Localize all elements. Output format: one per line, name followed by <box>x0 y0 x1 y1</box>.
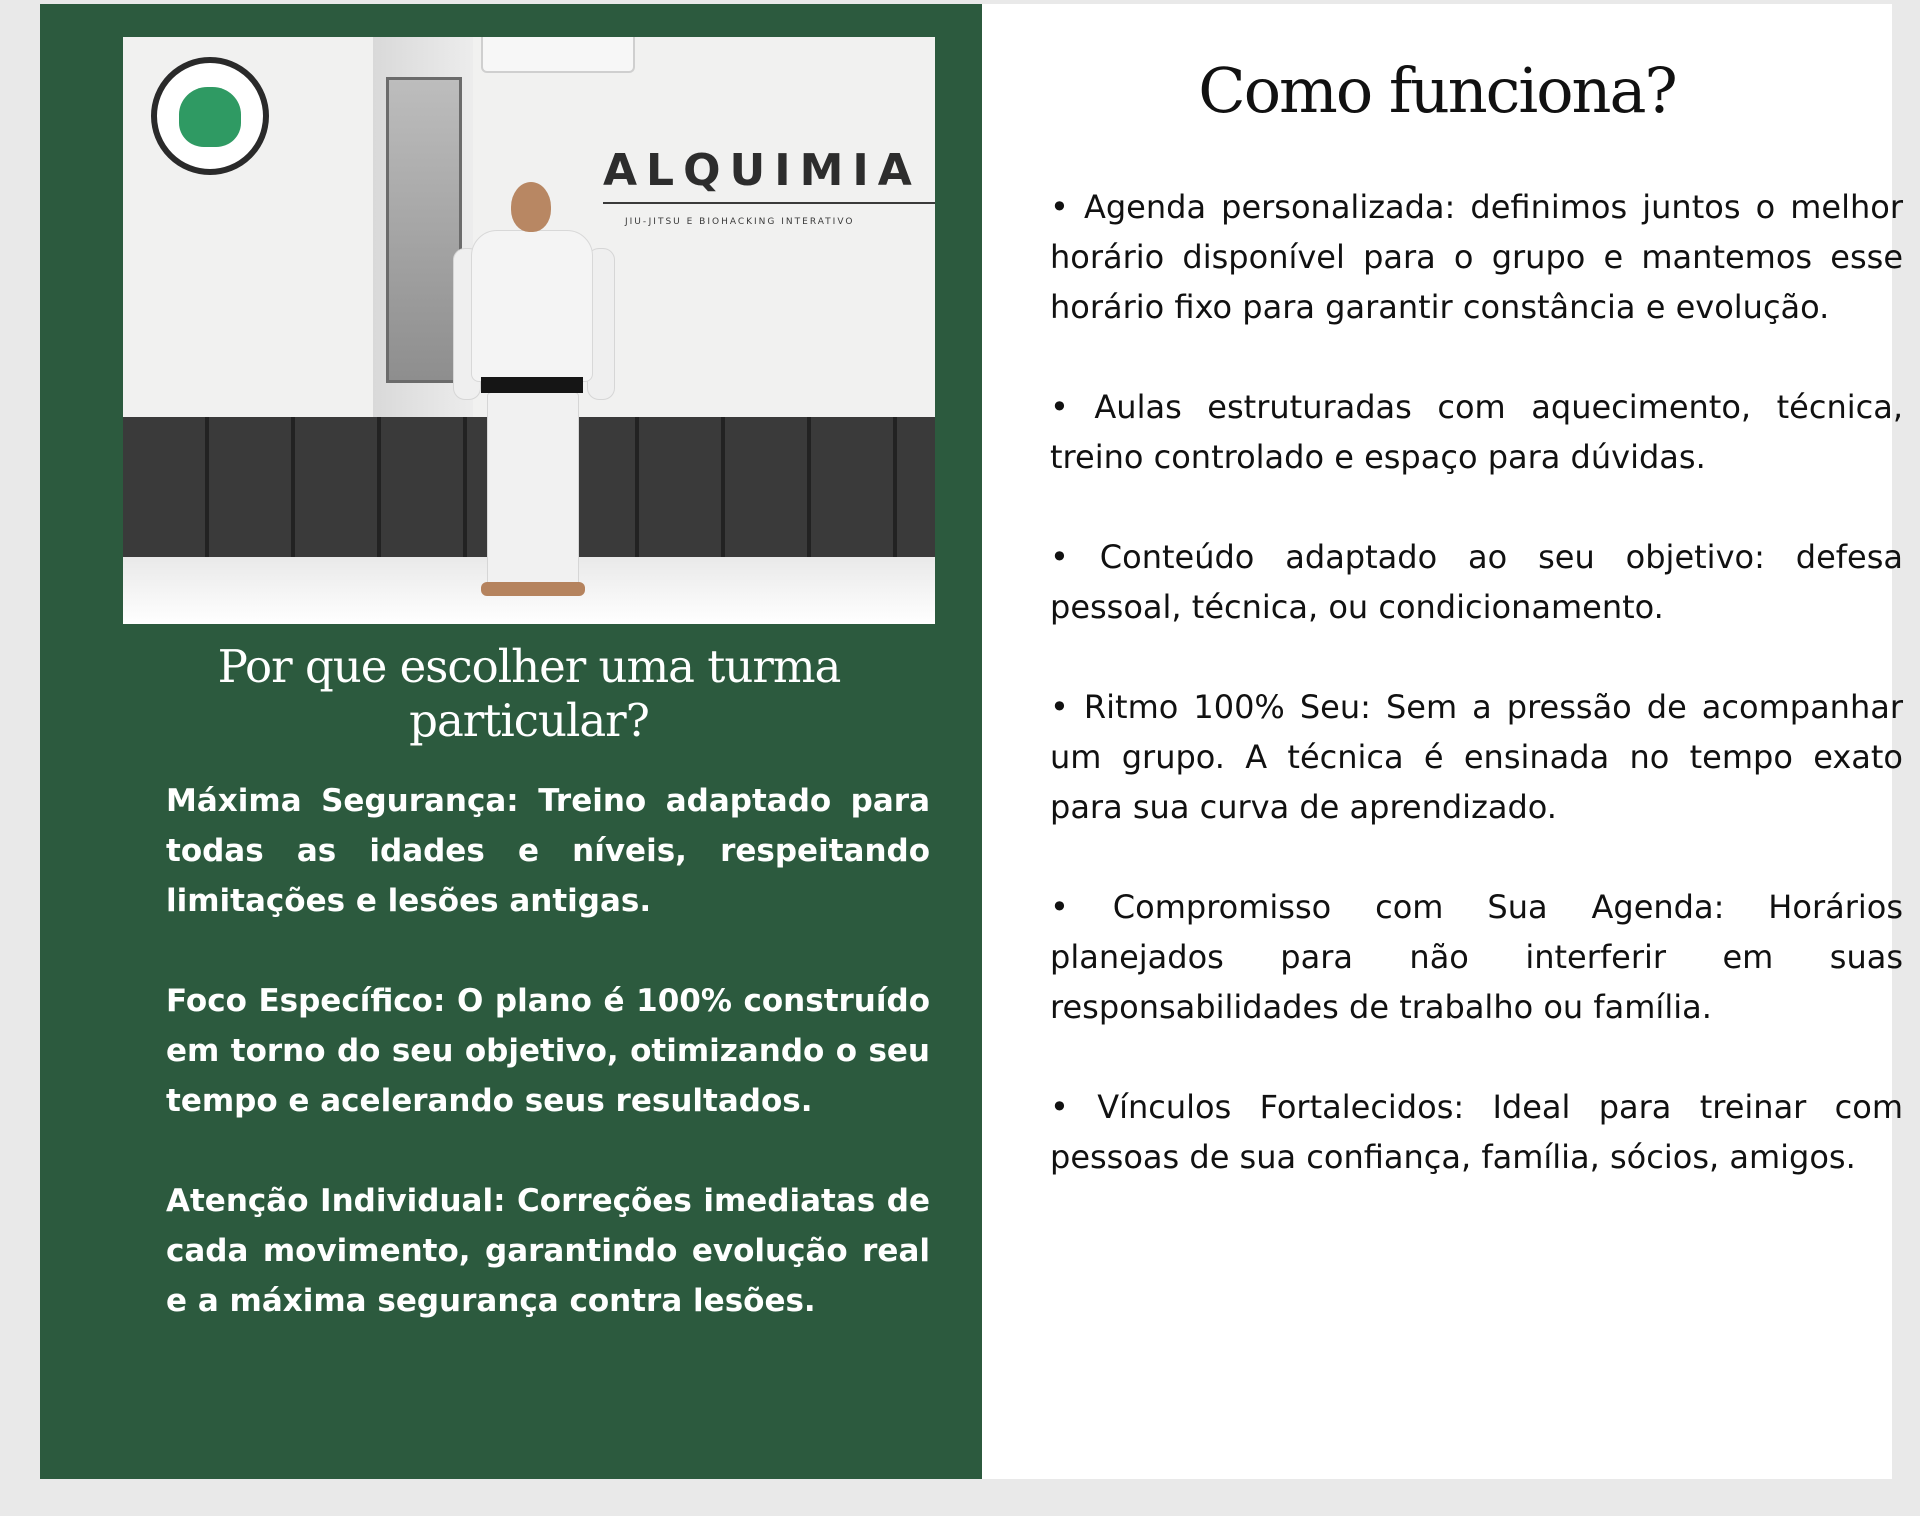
left-panel <box>40 4 982 1479</box>
window <box>386 77 462 383</box>
instructor-photo <box>123 37 935 624</box>
list-item: • Aulas estruturadas com aquecimento, técnica, treino controlado e espaço para dúvidas. <box>1050 388 1903 476</box>
academy-seal-logo <box>151 57 269 175</box>
black-belt <box>481 377 583 393</box>
list-item: • Compromisso com Sua Agenda: Horários planejados para não interferir em suas responsabilidades de trabalho ou família. <box>1050 888 1903 1026</box>
list-item: • Vínculos Fortalecidos: Ideal para treinar com pessoas de sua confiança, família, sócios, amigos. <box>1050 1088 1903 1176</box>
air-conditioner <box>481 37 635 73</box>
benefit-paragraph: Máxima Segurança: Treino adaptado para todas as idades e níveis, respeitando limitações e lesões antigas. <box>166 783 930 919</box>
how-it-works-list <box>1050 182 1903 1232</box>
benefits-text <box>166 776 930 1376</box>
flyer-page <box>40 4 1903 1479</box>
list-item: • Ritmo 100% Seu: Sem a pressão de acompanhar um grupo. A técnica é ensinada no tempo exato para sua curva de aprendizado. <box>1050 688 1903 826</box>
brand-sign: ALQUIMIA <box>603 145 935 204</box>
benefit-paragraph: Foco Específico: O plano é 100% construído em torno do seu objetivo, otimizando o seu tempo e acelerando seus resultados. <box>166 983 930 1119</box>
list-item: • Agenda personalizada: definimos juntos o melhor horário disponível para o grupo e mantemos esse horário fixo para garantir constância e evolução. <box>1050 188 1903 326</box>
instructor-figure <box>453 182 613 612</box>
list-item: • Conteúdo adaptado ao seu objetivo: defesa pessoal, técnica, ou condicionamento. <box>1050 538 1903 626</box>
brand-tagline: JIU-JITSU E BIOHACKING INTERATIVO <box>625 217 855 227</box>
benefit-paragraph: Atenção Individual: Correções imediatas de cada movimento, garantindo evolução real e a máxima segurança contra lesões. <box>166 1183 930 1319</box>
right-heading: Como funciona? <box>1198 54 1676 127</box>
left-heading: Por que escolher uma turma particular? <box>217 640 841 747</box>
